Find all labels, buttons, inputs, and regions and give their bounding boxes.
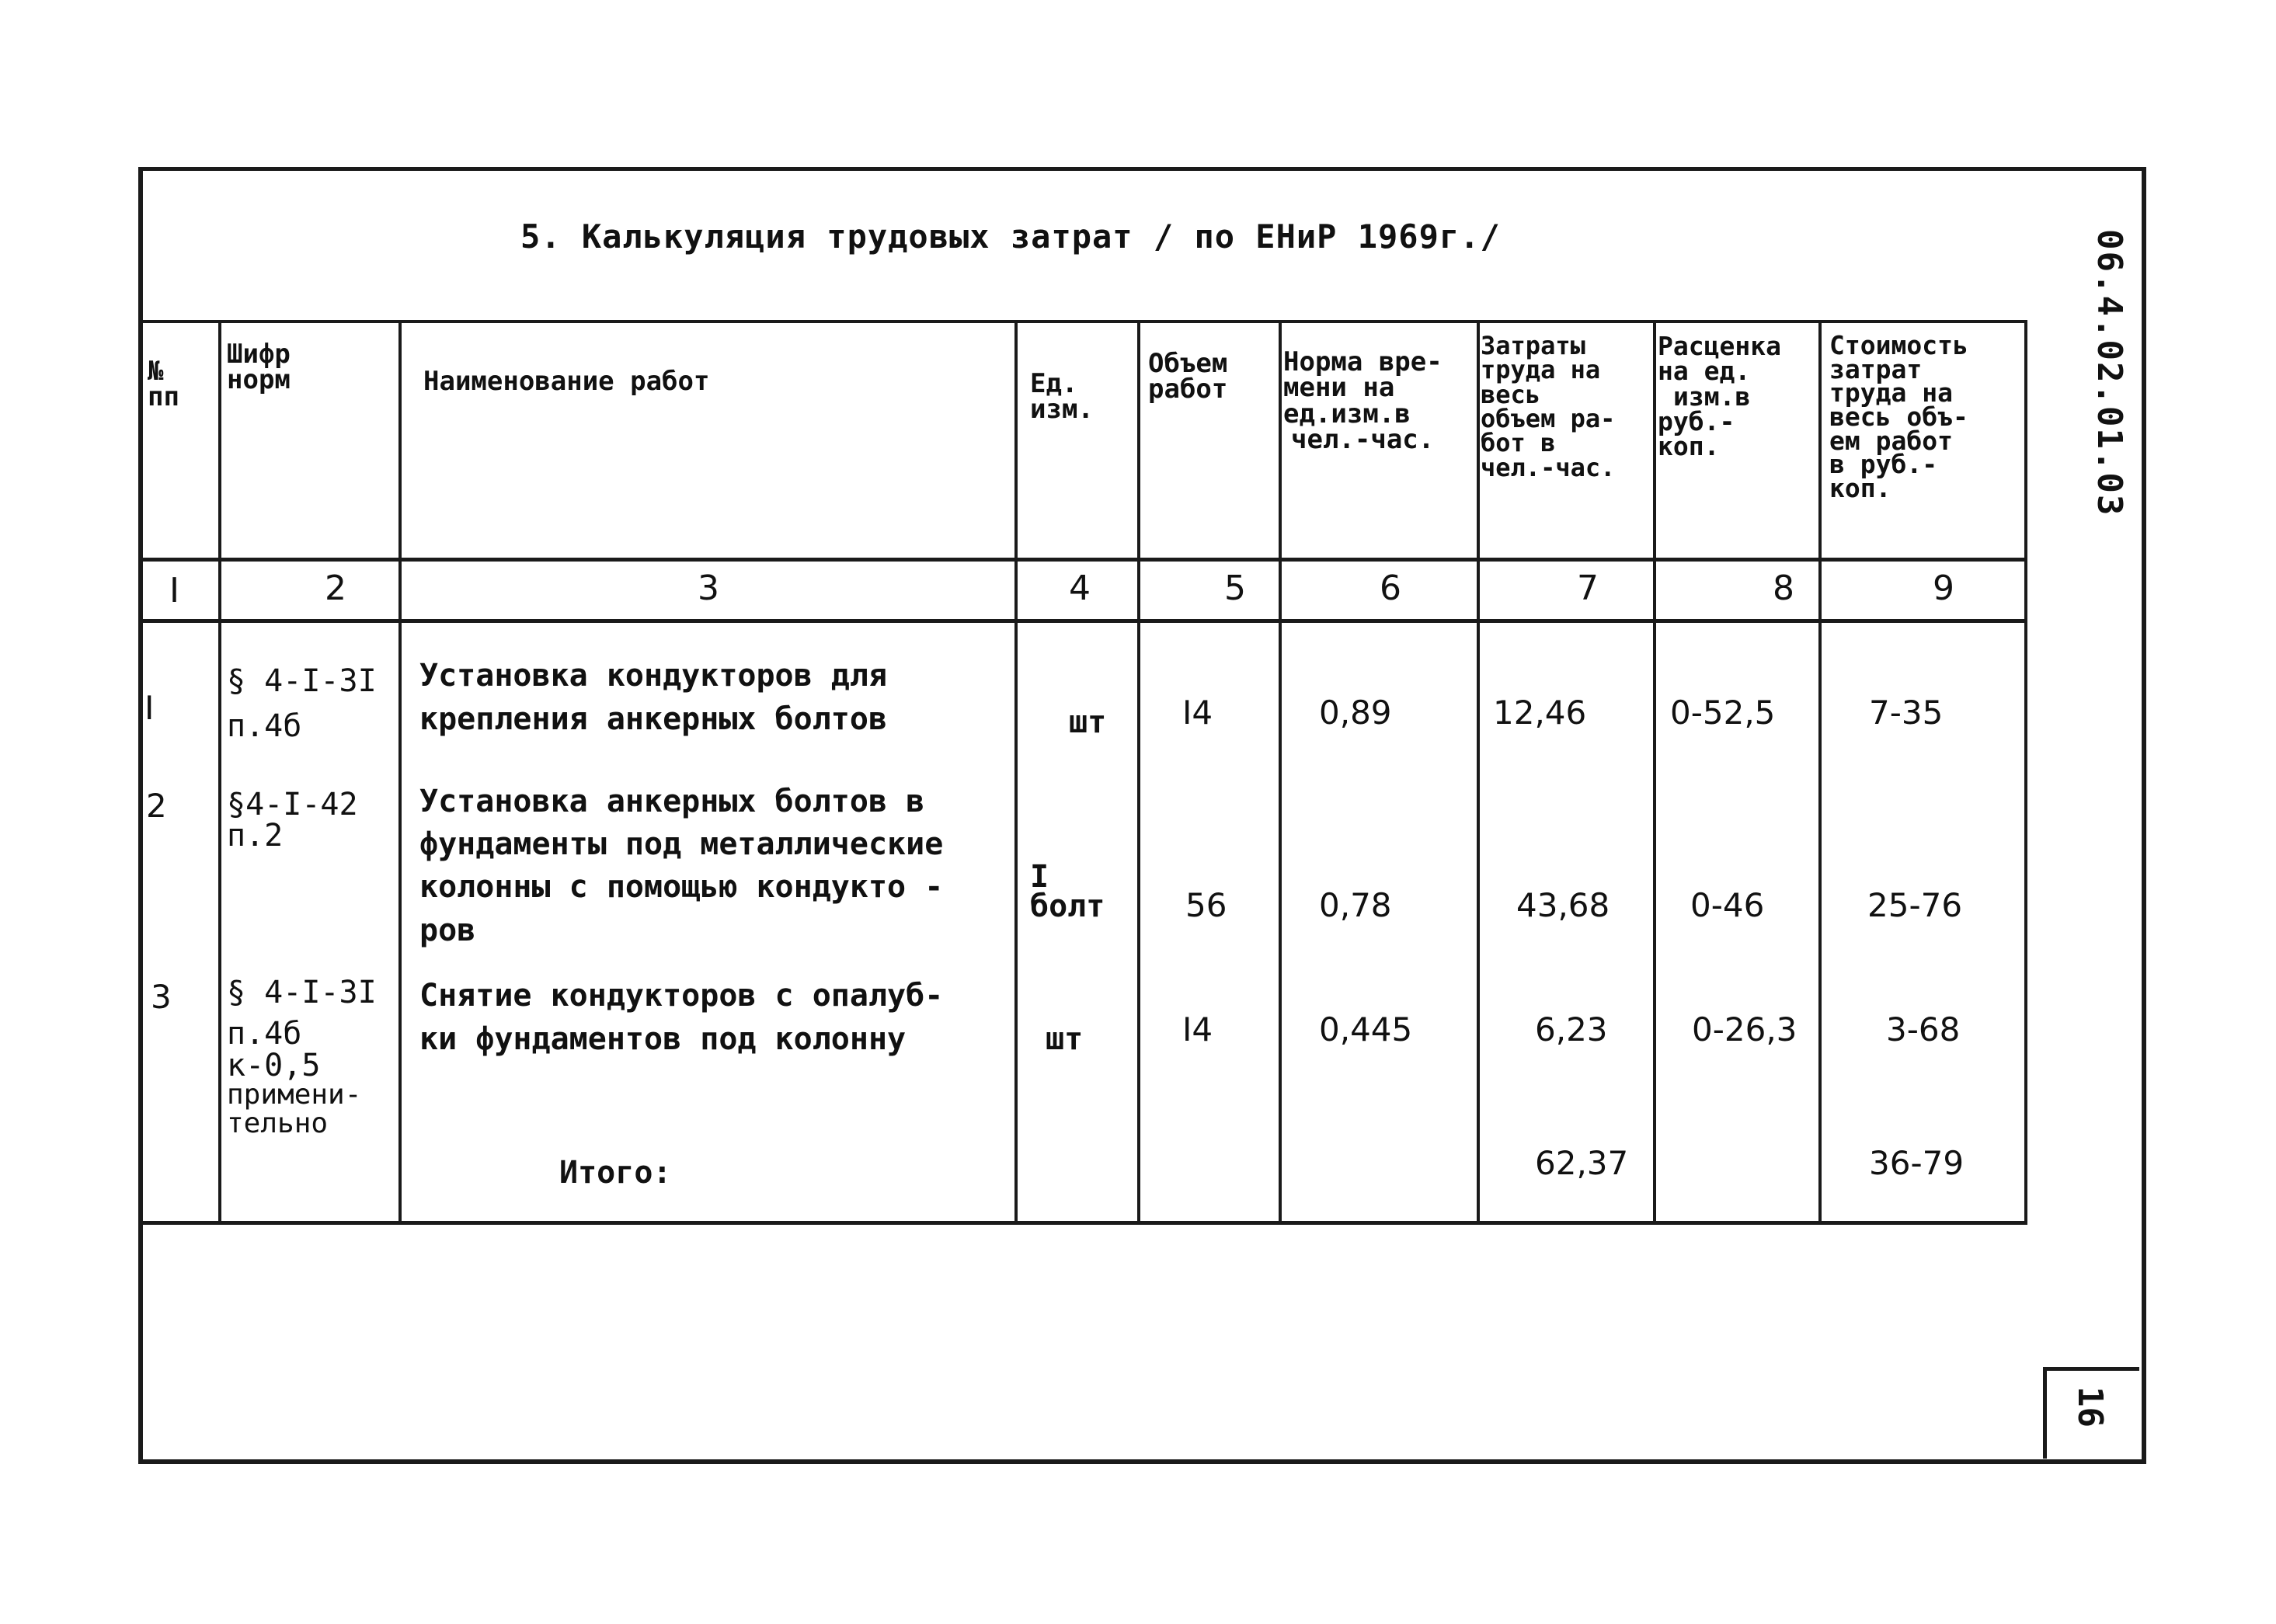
col-line-7: [1653, 320, 1656, 1223]
row1-volume: I4: [1182, 694, 1213, 732]
row3-number: 3: [151, 978, 172, 1016]
row3-code: § 4-I-3I п.4б к-0,5 примени- тельно: [227, 975, 377, 1140]
col-line-6: [1477, 320, 1480, 1223]
col-line-3: [1014, 320, 1018, 1223]
colnum-4: 4: [1069, 569, 1091, 608]
header-col1: № пп: [148, 356, 179, 413]
document-number: 06.4.02.01.03: [2090, 229, 2129, 517]
header-col9: Стоимость затрат труда на весь объ- ем работ в руб.- коп.: [1829, 330, 1968, 504]
row2-cost: 25-76: [1867, 886, 1963, 924]
row2-volume: 56: [1185, 886, 1227, 924]
header-col3: Наименование работ: [423, 366, 710, 397]
table-bottom-line: [138, 1221, 2027, 1225]
header-col5: Объем работ: [1148, 348, 1228, 405]
row2-code: §4-I-42 п.2: [227, 787, 358, 854]
row1-cost: 7-35: [1869, 694, 1944, 732]
row1-number: I: [144, 689, 155, 727]
row2-labor: 43,68: [1516, 886, 1610, 924]
row2-rate: 0-46: [1690, 886, 1765, 924]
colnum-8: 8: [1773, 569, 1794, 608]
header-col2: Шифр норм: [227, 339, 291, 396]
page-number: 16: [2070, 1386, 2110, 1428]
header-bottom-line: [138, 558, 2027, 562]
row1-unit: шт: [1069, 704, 1107, 740]
table-top-line: [138, 320, 2027, 323]
row2-name: Установка анкерных болтов в фундаменты под металлические колонны с помощью кондукто - ров: [419, 784, 944, 948]
row3-name: Снятие кондукторов с опалуб- ки фундаментов под колонну: [419, 978, 944, 1057]
row2-norm: 0,78: [1319, 886, 1392, 924]
row2-unit: I болт: [1030, 859, 1105, 924]
row3-labor: 6,23: [1535, 1010, 1608, 1048]
col-line-5: [1279, 320, 1282, 1223]
header-col4: Ед. изм.: [1030, 368, 1094, 426]
header-col7: Затраты труда на весь объем ра- бот в чел.-час.: [1481, 331, 1616, 482]
row1-code: § 4-I-3I п.4б: [227, 663, 377, 744]
row1-name: Установка кондукторов для крепления анкерных болтов: [419, 658, 888, 737]
row3-rate: 0-26,3: [1692, 1010, 1797, 1048]
row1-labor: 12,46: [1493, 694, 1587, 732]
colnum-1: I: [169, 571, 179, 610]
colnum-2: 2: [325, 569, 346, 608]
page-title: 5. Калькуляция трудовых затрат / по ЕНиР 1969г./: [520, 217, 1501, 256]
col-line-1: [218, 320, 221, 1223]
total-cost: 36-79: [1869, 1144, 1965, 1182]
header-col6: Норма вре- мени на ед.изм.в чел.-час.: [1283, 346, 1443, 455]
col-line-2: [398, 320, 402, 1223]
total-label: Итого:: [559, 1155, 672, 1191]
colnum-3: 3: [698, 569, 719, 608]
colnum-5: 5: [1224, 569, 1246, 608]
row1-rate: 0-52,5: [1670, 694, 1776, 732]
colnum-bottom-line: [138, 619, 2027, 623]
row2-number: 2: [146, 787, 167, 825]
row3-norm: 0,445: [1319, 1010, 1413, 1048]
header-col8: Расценка на ед. изм.в руб.- коп.: [1658, 331, 1781, 462]
row3-cost: 3-68: [1886, 1010, 1961, 1048]
row1-norm: 0,89: [1319, 694, 1392, 732]
colnum-6: 6: [1380, 569, 1401, 608]
col-line-8: [1818, 320, 1822, 1223]
col-line-9: [2024, 320, 2027, 1223]
total-labor: 62,37: [1535, 1144, 1629, 1182]
colnum-9: 9: [1933, 569, 1954, 608]
colnum-7: 7: [1577, 569, 1599, 608]
col-line-4: [1137, 320, 1140, 1223]
row3-volume: I4: [1182, 1010, 1213, 1048]
row3-unit: шт: [1046, 1021, 1084, 1057]
